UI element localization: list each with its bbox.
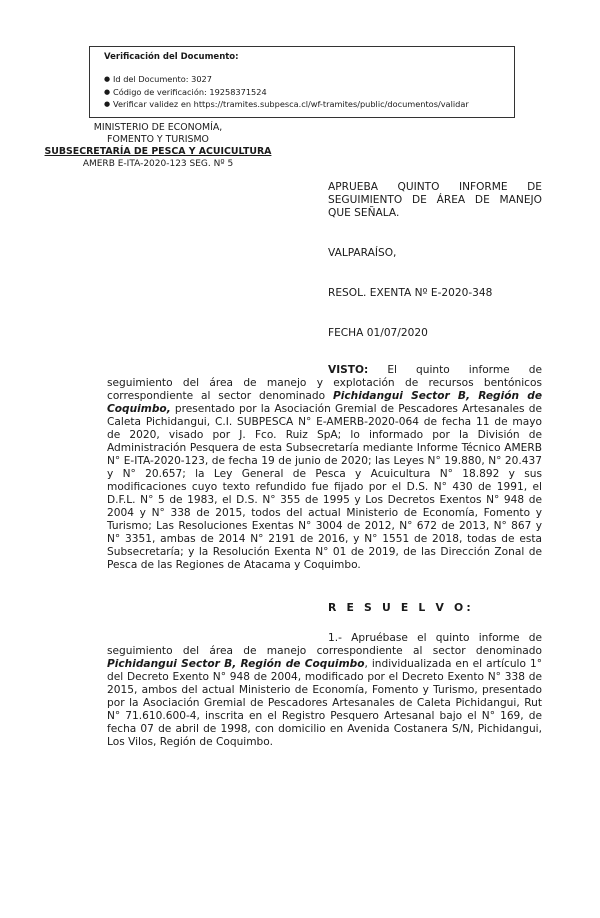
verification-item-url: ● Verificar validez en https://tramites.subpesca.cl/wf-tramites/public/documentos/validar [104, 99, 469, 110]
reference-line: AMERB E-ITA-2020-123 SEG. Nº 5 [82, 159, 234, 169]
visto-label: VISTO: [328, 364, 369, 376]
subsecretaria-line: SUBSECRETARÍA DE PESCA Y ACUICULTURA [44, 146, 272, 157]
bullet-icon: ● [104, 100, 111, 109]
verification-box [89, 46, 515, 118]
sector-name: Pichidangui Sector B, Región de Coquimbo, [107, 390, 543, 415]
resuelvo-heading: R E S U E L V O: [328, 601, 474, 614]
verification-list [104, 73, 504, 111]
ministry-line-1: MINISTERIO DE ECONOMÍA, [93, 122, 223, 133]
sector-name: Pichidangui Sector B, Región de Coquimbo [107, 658, 365, 670]
point-1-paragraph: 1.- Apruébase el quinto informe de seguimiento del área de manejo correspondiente al sector denominado Pichidangui Sector B, Región de Coquimbo, individualizada en el artículo 1° del Decreto Exento N° 948 de 2004, modificado por el Decreto Exento N° 338 de 2015, ambos del actual Ministerio de Economía, Fomento y Turismo, presentado por la Asociación Gremial de Pescadores Artesanales de Caleta Pichidangui, Rut N° 71.610.600-4, inscrita en el Registro Pesquero Artesanal bajo el N° 169, de fecha 07 de abril de 1998, con domicilio en Avenida Costanera S/N, Pichidangui, Los Vilos, Región de Coquimbo. [107, 632, 542, 748]
bullet-icon: ● [104, 75, 111, 83]
verification-title: Verificación del Documento: [104, 52, 239, 62]
place: VALPARAÍSO, [328, 247, 397, 259]
verification-item-id: ● Id del Documento: 3027 [104, 74, 212, 84]
ministry-line-2: FOMENTO Y TURISMO [107, 134, 209, 145]
resolution-summary: APRUEBA QUINTO INFORME DE SEGUIMIENTO DE ÁREA DE MANEJO QUE SEÑALA. [328, 181, 542, 219]
verification-item-code: ● Código de verificación: 19258371524 [104, 86, 267, 97]
resolution-number: RESOL. EXENTA Nº E-2020-348 [328, 287, 493, 299]
bullet-icon: ● [104, 87, 111, 96]
resolution-date: FECHA 01/07/2020 [328, 327, 428, 339]
ministry-header [36, 122, 280, 170]
visto-paragraph: VISTO: El quinto informe de seguimiento del área de manejo y explotación de recursos bentónicos correspondiente al sector denominado Pichidangui Sector B, Región de Coquimbo, presentado por la Asociación Gremial de Pescadores Artesanales de Caleta Pichidangui, C.I. SUBPESCA N° E-AMERB-2020-064 de fecha 11 de mayo de 2020, visado por J. Fco. Ruiz SpA; lo informado por la División de Administración Pesquera de esta Subsecretaría mediante Informe Técnico AMERB N° E-ITA-2020-123, de fecha 19 de junio de 2020; las Leyes N° 19.880, N° 20.437 y N° 20.657; la Ley General de Pesca y Acuicultura N° 18.892 y sus modificaciones cuyo texto refundido fue fijado por el D.S. N° 430 de 1991, el D.F.L. N° 5 de 1983, el D.S. N° 355 de 1995 y Los Decretos Exentos N° 948 de 2004 y N° 338 de 2015, todos del actual Ministerio de Economía, Fomento y Turismo; Las Resoluciones Exentas N° 3004 de 2012, N° 672 de 2013, N° 867 y N° 3351, ambas de 2014 N° 2191 de 2016, y N° 1551 de 2018, todas de esta Subsecretaría; y la Resolución Exenta N° 01 de 2019, de las Dirección Zonal de Pesca de las Regiones de Atacama y Coquimbo. [107, 364, 543, 571]
